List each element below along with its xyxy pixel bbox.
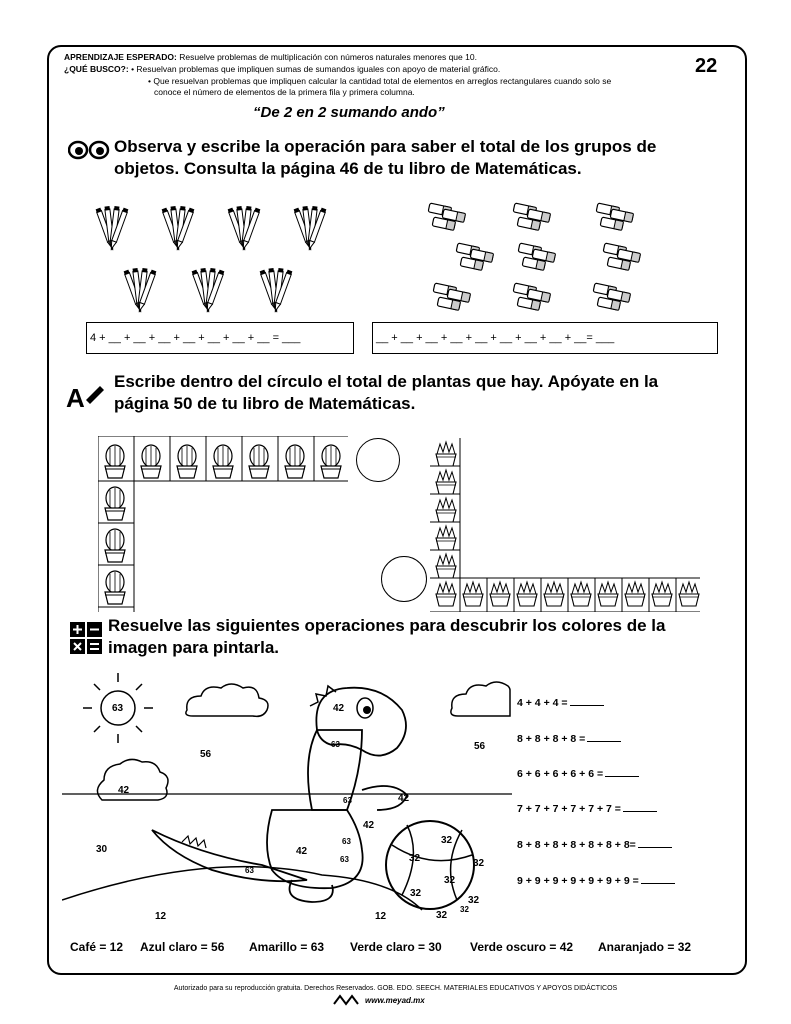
pencil-group <box>228 206 261 250</box>
cactus-pot <box>249 445 269 478</box>
pencil-group <box>96 206 129 250</box>
worksheet-title: “De 2 en 2 sumando ando” <box>253 104 445 121</box>
instruction-2-line-2: página 50 de tu libro de Matemáticas. <box>114 394 416 413</box>
pencil-groups-illustration <box>90 205 350 315</box>
number-ball-c: 32 <box>473 858 485 869</box>
cloud-right-drawing <box>451 682 510 716</box>
eraser-group <box>596 203 633 230</box>
operation-2-answer[interactable] <box>587 733 621 742</box>
answer-box-left[interactable]: 4 + __ + __ + __ + __ + __ + __ + __ = ___ <box>86 322 354 354</box>
number-dino-hand: 42 <box>398 793 410 804</box>
instruction-2-line-1: Escribe dentro del círculo el total de plantas que hay. Apóyate en la <box>114 372 659 391</box>
cactus-pot <box>105 445 125 478</box>
number-ball-b: 32 <box>409 853 421 864</box>
aprendizaje-text: Resuelve problemas de multiplicación con números naturales menores que 10. <box>179 52 477 62</box>
answer-circle-cactus[interactable] <box>356 438 400 482</box>
number-dino-belly-b: 63 <box>342 837 351 846</box>
cactus-pot <box>105 487 125 520</box>
plant-pot <box>625 582 645 606</box>
instruction-1-line-2: objetos. Consulta la página 46 de tu libro de Matemáticas. <box>114 159 582 178</box>
cactus-pot <box>141 445 161 478</box>
operation-5-text: 8 + 8 + 8 + 8 + 8 + 8 + 8= <box>517 839 636 851</box>
number-ball-h: 32 <box>460 905 469 914</box>
plant-pot <box>544 582 564 606</box>
operation-2-text: 8 + 8 + 8 + 8 = <box>517 733 586 745</box>
legend-anaranjado: Anaranjado = 32 <box>598 940 692 954</box>
aprendizaje-label: APRENDIZAJE ESPERADO: <box>64 52 177 62</box>
footer-text: Autorizado para su reproducción gratuita. Derechos Reservados. GOB. EDO. SEECH. MATERIALES EDUCATIVOS Y APOYOS DIDÁCTICOS <box>173 985 618 992</box>
math-operations-icon <box>70 622 102 654</box>
eraser-group <box>456 243 493 270</box>
cactus-pot <box>321 445 341 478</box>
plant-pot <box>571 582 591 606</box>
cloud-left-drawing <box>186 684 268 716</box>
cactus-pot <box>105 529 125 562</box>
cactus-array-illustration <box>98 436 348 612</box>
pencil-group <box>162 206 195 250</box>
operation-4-text: 7 + 7 + 7 + 7 + 7 + 7 = <box>517 803 621 815</box>
operation-2 <box>517 733 621 745</box>
cactus-pot <box>285 445 305 478</box>
plant-pot <box>436 470 456 494</box>
plant-pot <box>436 442 456 466</box>
plant-pot <box>463 582 483 606</box>
cactus-pot <box>213 445 233 478</box>
footer-url[interactable]: www.meyad.mx <box>365 996 425 1005</box>
operation-3-answer[interactable] <box>605 768 639 777</box>
pencil-group <box>124 268 157 312</box>
number-dino-arm: 42 <box>363 820 375 831</box>
number-bush: 42 <box>118 785 130 796</box>
dinosaur-tail-drawing <box>152 830 307 881</box>
number-dino-head: 42 <box>333 703 345 714</box>
operation-1-answer[interactable] <box>570 697 604 706</box>
page-number: 22 <box>695 55 718 77</box>
busco-item-3: conoce el número de elementos de la primera fila y primera columna. <box>154 87 415 97</box>
answer-circle-plants[interactable] <box>381 556 427 602</box>
busco-line <box>64 64 500 75</box>
number-ball-a: 32 <box>441 835 453 846</box>
instruction-1-line-1: Observa y escribe la operación para saber el total de los grupos de <box>114 137 657 156</box>
operation-6 <box>517 875 675 887</box>
number-sky-right: 56 <box>474 741 486 752</box>
eraser-group <box>428 203 465 230</box>
dinosaur-body-drawing <box>267 810 363 888</box>
plant-pot <box>652 582 672 606</box>
plant-pot <box>679 582 699 606</box>
plant-array-illustration <box>430 438 700 612</box>
instruction-3-line-1: Resuelve las siguientes operaciones para descubrir los colores de la <box>108 616 666 635</box>
number-dino-tail: 63 <box>245 866 254 875</box>
number-sun: 63 <box>112 703 124 714</box>
legend-cafe: Café = 12 <box>70 940 124 954</box>
number-sky-left: 56 <box>200 749 212 760</box>
busco-label: ¿QUÉ BUSCO?: <box>64 64 129 74</box>
eraser-groups-illustration <box>420 195 660 315</box>
number-ball-e: 32 <box>410 888 422 899</box>
aprendizaje-line <box>64 52 477 63</box>
pencil-group <box>260 268 293 312</box>
eraser-group <box>513 203 550 230</box>
plant-pot <box>436 498 456 522</box>
busco-item-2: • Que resuelvan problemas que impliquen calcular la cantidad total de elementos en arreglos rectangulares cuando solo se <box>148 76 612 86</box>
operation-5 <box>517 839 672 851</box>
letter-pencil-icon <box>66 380 106 410</box>
plant-pot <box>598 582 618 606</box>
operation-4-answer[interactable] <box>623 803 657 812</box>
pencil-group <box>294 206 327 250</box>
answer-box-right[interactable]: __ + __ + __ + __ + __ + __ + __ + __ + __= ___ <box>372 322 718 354</box>
number-ball-g: 32 <box>436 910 448 921</box>
cactus-pot <box>105 571 125 604</box>
operation-1-text: 4 + 4 + 4 = <box>517 697 568 709</box>
instruction-3-line-2: imagen para pintarla. <box>108 638 279 657</box>
legend-verde-oscuro: Verde oscuro = 42 <box>470 940 574 954</box>
cactus-pot <box>177 445 197 478</box>
number-ground-bottom-left: 12 <box>155 911 167 922</box>
plant-pot <box>436 526 456 550</box>
number-dino-belly-a: 63 <box>343 796 352 805</box>
eraser-group <box>513 283 550 310</box>
plant-pot <box>436 582 456 606</box>
number-ground-left: 30 <box>96 844 108 855</box>
number-ball-f: 32 <box>468 895 480 906</box>
operation-6-answer[interactable] <box>641 875 675 884</box>
eraser-group <box>518 243 555 270</box>
plant-pot <box>436 554 456 578</box>
svg-text:A: A <box>66 383 85 410</box>
legend-azul-claro: Azul claro = 56 <box>140 940 225 954</box>
operation-5-answer[interactable] <box>638 839 672 848</box>
eraser-group <box>593 283 630 310</box>
eraser-group <box>433 283 470 310</box>
number-dino-neck: 63 <box>331 740 340 749</box>
eraser-group <box>603 243 640 270</box>
operation-3 <box>517 768 639 780</box>
eyes-icon <box>68 140 110 160</box>
dinosaur-coloring-picture <box>62 670 512 935</box>
logo-icon <box>332 994 362 1006</box>
legend-verde-claro: Verde claro = 30 <box>350 940 442 954</box>
number-dino-body: 42 <box>296 846 308 857</box>
legend-amarillo: Amarillo = 63 <box>249 940 325 954</box>
plant-pot <box>517 582 537 606</box>
number-ball-d: 32 <box>444 875 456 886</box>
busco-item-1: • Resuelvan problemas que impliquen sumas de sumandos iguales con apoyo de material gráfico. <box>131 64 501 74</box>
operation-4 <box>517 803 657 815</box>
operation-3-text: 6 + 6 + 6 + 6 + 6 = <box>517 768 604 780</box>
operation-1 <box>517 697 604 709</box>
plant-pot <box>490 582 510 606</box>
operation-6-text: 9 + 9 + 9 + 9 + 9 + 9 + 9 = <box>517 875 639 887</box>
ball-drawing <box>386 821 474 909</box>
number-ground-bottom-mid: 12 <box>375 911 387 922</box>
number-dino-belly-c: 63 <box>340 855 349 864</box>
pencil-group <box>192 268 225 312</box>
